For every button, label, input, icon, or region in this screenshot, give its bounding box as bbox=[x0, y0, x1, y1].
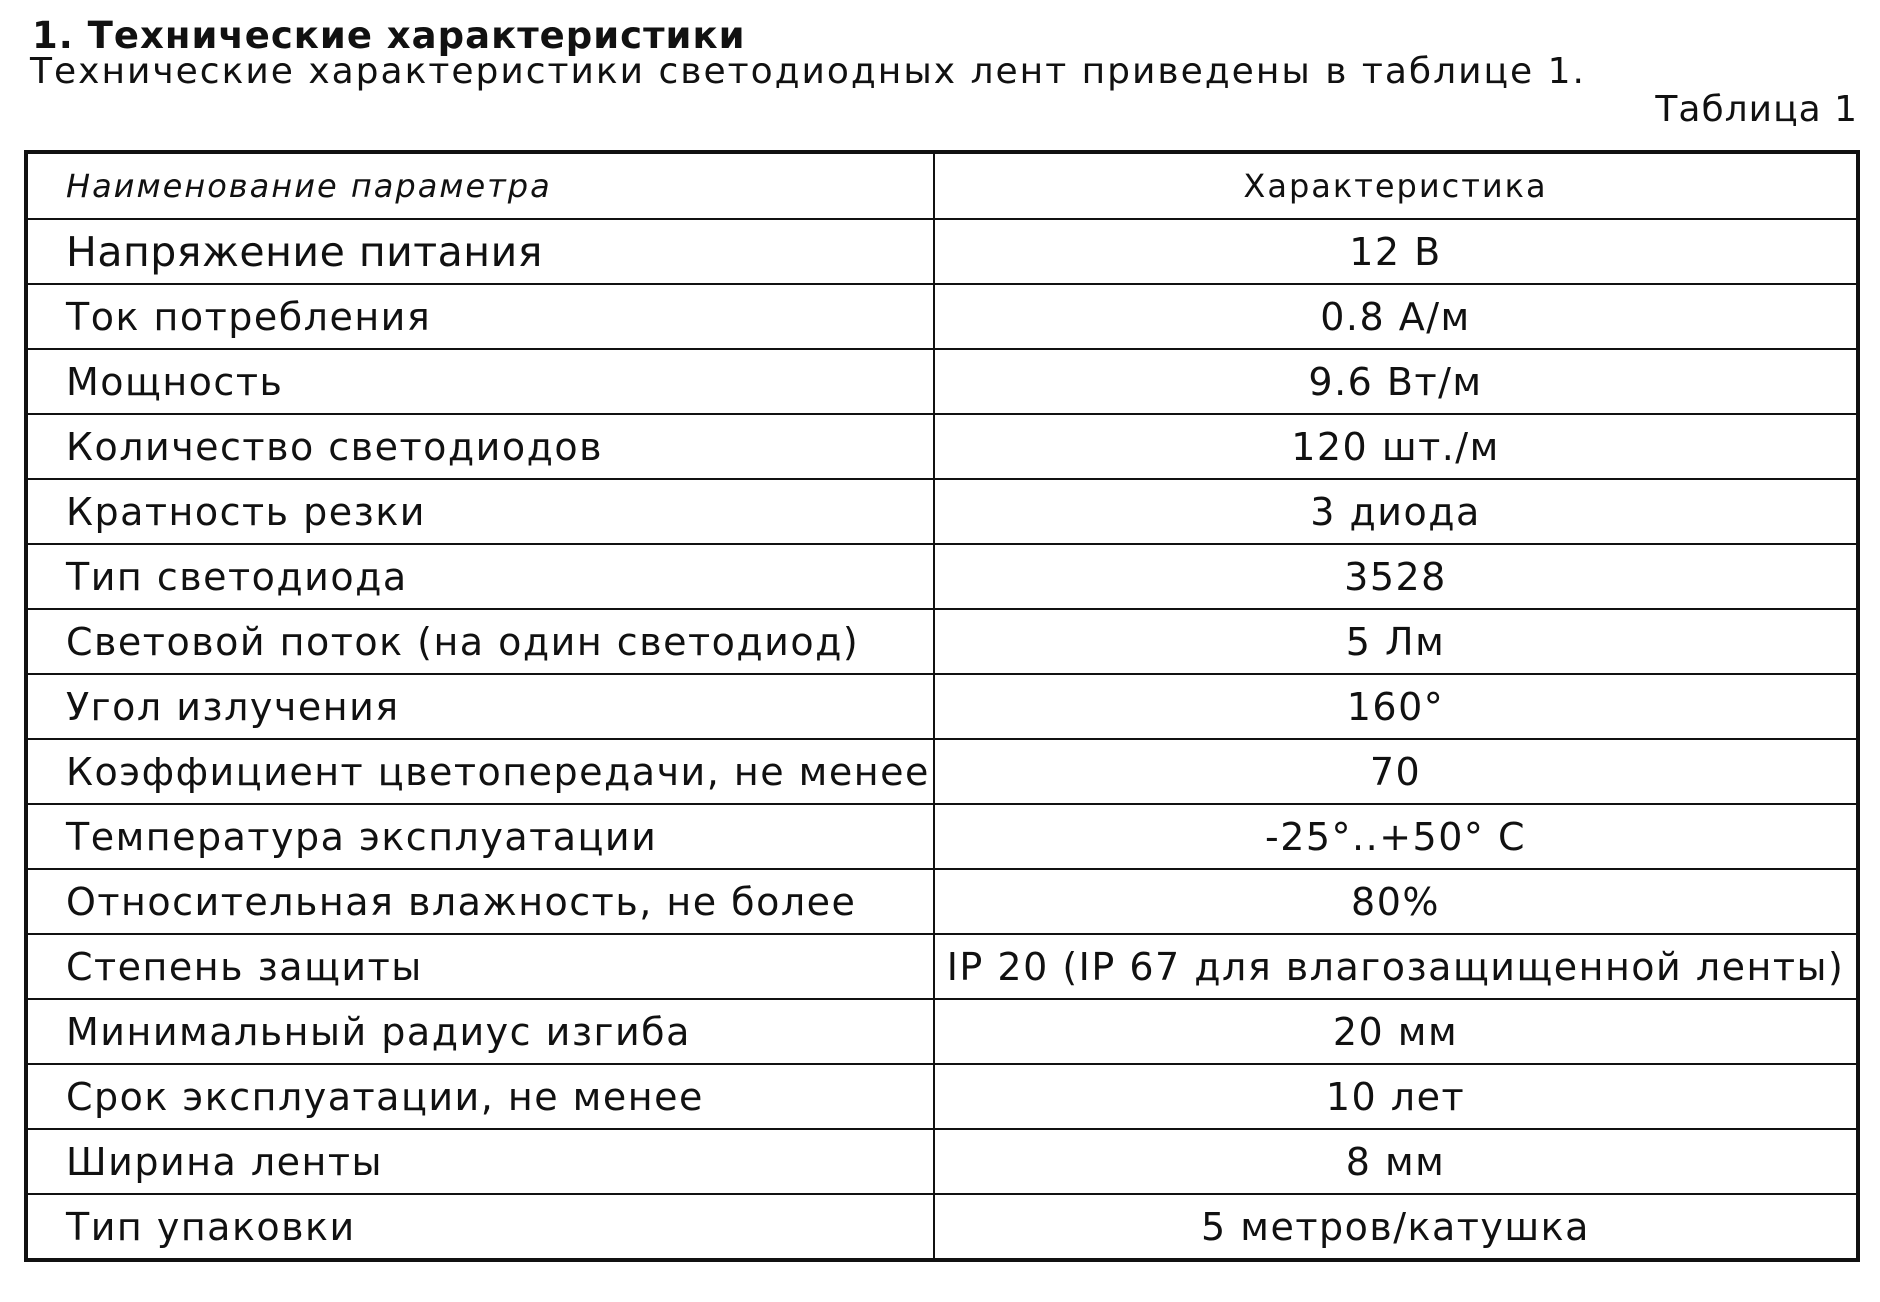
parameter-name: Относительная влажность, не более bbox=[26, 869, 934, 934]
table-row bbox=[26, 1129, 1858, 1194]
table-row bbox=[26, 1064, 1858, 1129]
parameter-value: 5 метров/катушка bbox=[934, 1194, 1858, 1260]
parameter-name: Ширина ленты bbox=[26, 1129, 934, 1194]
table-header-row bbox=[26, 152, 1858, 219]
table-row bbox=[26, 219, 1858, 284]
parameter-value: 3528 bbox=[934, 544, 1858, 609]
parameter-name: Световой поток (на один светодиод) bbox=[26, 609, 934, 674]
section-heading: 1. Технические характеристики bbox=[32, 14, 746, 57]
table-row bbox=[26, 609, 1858, 674]
table-row bbox=[26, 804, 1858, 869]
parameter-value: 9.6 Вт/м bbox=[934, 349, 1858, 414]
parameter-name: Количество светодиодов bbox=[26, 414, 934, 479]
table-row bbox=[26, 739, 1858, 804]
header-characteristic: Характеристика bbox=[934, 152, 1858, 219]
parameter-value: 3 диода bbox=[934, 479, 1858, 544]
header-parameter-name: Наименование параметра bbox=[26, 152, 934, 219]
parameter-value: 5 Лм bbox=[934, 609, 1858, 674]
parameter-name: Температура эксплуатации bbox=[26, 804, 934, 869]
parameter-value: 70 bbox=[934, 739, 1858, 804]
parameter-name: Тип светодиода bbox=[26, 544, 934, 609]
parameter-name: Ток потребления bbox=[26, 284, 934, 349]
intro-paragraph: Технические характеристики светодиодных лент приведены в таблице 1. bbox=[30, 51, 1586, 92]
parameter-value: 8 мм bbox=[934, 1129, 1858, 1194]
parameter-name: Срок эксплуатации, не менее bbox=[26, 1064, 934, 1129]
parameter-value: 20 мм bbox=[934, 999, 1858, 1064]
table-row bbox=[26, 934, 1858, 999]
parameter-value: 12 В bbox=[934, 219, 1858, 284]
parameter-value: 10 лет bbox=[934, 1064, 1858, 1129]
parameter-name: Тип упаковки bbox=[26, 1194, 934, 1260]
table-row bbox=[26, 1194, 1858, 1260]
parameter-value: 80% bbox=[934, 869, 1858, 934]
parameter-name: Напряжение питания bbox=[26, 219, 934, 284]
table-caption: Таблица 1 bbox=[1655, 89, 1858, 130]
table-row bbox=[26, 414, 1858, 479]
parameter-value: IP 20 (IP 67 для влагозащищенной ленты) bbox=[934, 934, 1858, 999]
parameter-value: 120 шт./м bbox=[934, 414, 1858, 479]
parameter-name: Мощность bbox=[26, 349, 934, 414]
table-row bbox=[26, 284, 1858, 349]
parameter-value: 0.8 А/м bbox=[934, 284, 1858, 349]
parameter-name: Коэффициент цветопередачи, не менее bbox=[26, 739, 934, 804]
parameter-value: 160° bbox=[934, 674, 1858, 739]
parameter-name: Угол излучения bbox=[26, 674, 934, 739]
table-row bbox=[26, 674, 1858, 739]
parameter-name: Степень защиты bbox=[26, 934, 934, 999]
specifications-table bbox=[24, 150, 1860, 1262]
parameter-value: -25°..+50° С bbox=[934, 804, 1858, 869]
table-row bbox=[26, 869, 1858, 934]
table-row bbox=[26, 999, 1858, 1064]
table-row bbox=[26, 544, 1858, 609]
parameter-name: Минимальный радиус изгиба bbox=[26, 999, 934, 1064]
parameter-name: Кратность резки bbox=[26, 479, 934, 544]
table-row bbox=[26, 479, 1858, 544]
table-row bbox=[26, 349, 1858, 414]
